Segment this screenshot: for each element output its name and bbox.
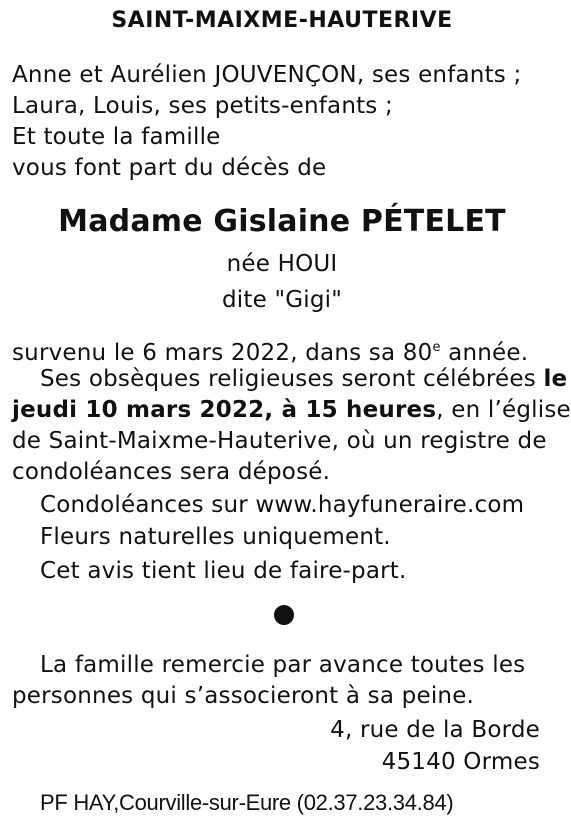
death-year-text: année.	[440, 340, 529, 366]
ceremony-date-start: le	[543, 366, 568, 392]
flowers-line: Fleurs naturelles uniquement.	[40, 524, 391, 550]
ceremony-line-3: de Saint-Maixme-Hauterive, où un registre de	[12, 428, 547, 454]
bullet-separator	[274, 605, 294, 625]
condolences-line: Condoléances sur www.hayfuneraire.com	[40, 492, 525, 518]
intro-line-grandchildren: Laura, Louis, ses petits-enfants ;	[12, 93, 393, 119]
deceased-name: Madame Gislaine PÉTELET	[58, 204, 506, 239]
ordinal-suffix: e	[432, 340, 441, 355]
ceremony-place-start: , en l’église	[436, 397, 571, 423]
nickname: dite "Gigi"	[221, 287, 343, 313]
intro-line-family: Et toute la famille	[12, 124, 221, 150]
ceremony-text: Ses obsèques religieuses seront célébrées	[40, 366, 544, 392]
ceremony-line-4: condoléances sera déposé.	[12, 459, 331, 485]
intro-line-announce: vous font part du décès de	[12, 155, 327, 181]
funeral-home-contact: PF HAY,Courville-sur-Eure (02.37.23.34.84)	[40, 790, 454, 815]
ceremony-date: jeudi 10 mars 2022, à 15 heures	[12, 397, 437, 423]
intro-line-children: Anne et Aurélien JOUVENÇON, ses enfants ;	[12, 62, 522, 88]
thanks-line-1: La famille remercie par avance toutes les	[40, 652, 526, 678]
address-city: 45140 Ormes	[381, 749, 540, 775]
ceremony-line-2	[12, 395, 571, 425]
ceremony-line-1	[40, 364, 567, 394]
maiden-name: née HOUI	[226, 251, 338, 277]
location-heading: SAINT-MAIXME-HAUTERIVE	[111, 8, 453, 33]
notice-line: Cet avis tient lieu de faire-part.	[40, 558, 407, 584]
death-date-line	[12, 333, 528, 368]
death-date-text: survenu le 6 mars 2022, dans sa 80	[12, 340, 433, 366]
address-street: 4, rue de la Borde	[330, 717, 540, 743]
thanks-line-2: personnes qui s’associeront à sa peine.	[12, 683, 475, 709]
